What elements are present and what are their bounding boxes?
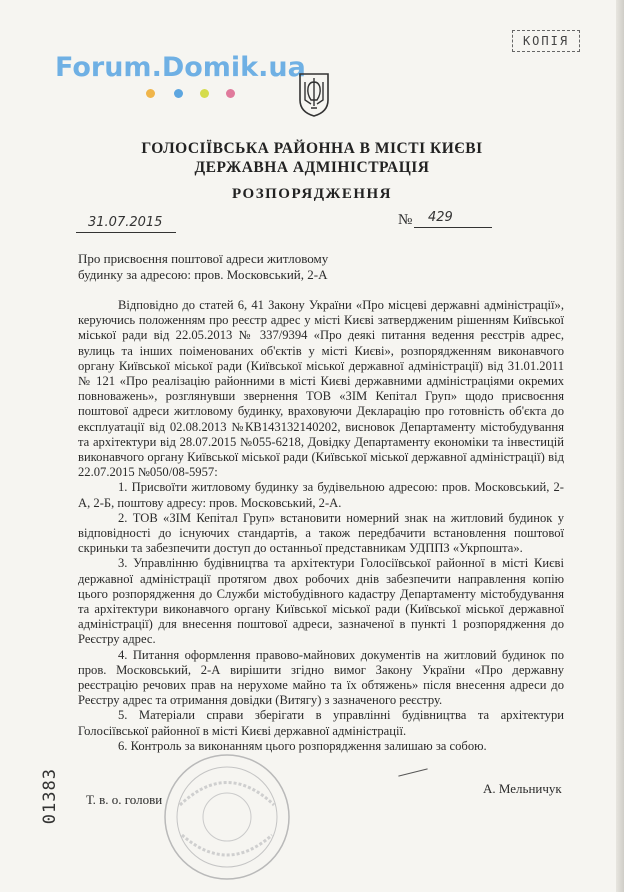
body-item: 3. Управлінню будівництва та архітектури Голосіївської районної в місті Києві державної адміністрації протягом двох робочих днів забезпечити направлення копію цього розпорядження до Служби містобудівного кадастру Департаменту містобудування та архітектури виконавчого органу Київської міської ради (Київської міської державної адміністрації) для внесення поштової адреси, зазначеної в пункті 1 розпорядження до Реєстру адрес. (78, 556, 564, 647)
org-name-line2: ДЕРЖАВНА АДМІНІСТРАЦІЯ (194, 159, 430, 176)
body-item: 1. Присвоїти житловому будинку за будівельною адресою: пров. Московський, 2-А, 2-Б, поштову адресу: пров. Московський, 2-А. (78, 480, 564, 510)
watermark-dot (200, 89, 209, 98)
watermark-dot (146, 89, 155, 98)
document-number: 429 (428, 210, 453, 225)
document-date: 31.07.2015 (88, 215, 163, 230)
signatory-position: Т. в. о. голови (86, 792, 163, 807)
document-body (78, 298, 564, 754)
subject-block (78, 251, 398, 283)
number-label: № (398, 212, 413, 228)
number-underline (414, 227, 492, 228)
org-name-line1: ГОЛОСІЇВСЬКА РАЙОННА В МІСТІ КИЄВІ (141, 140, 483, 157)
body-item: 2. ТОВ «ЗІМ Кепітал Груп» встановити номерний знак на житловий будинок у відповідності до існуючих стандартів, а також передбачити встановлення поштової скриньки та забезпечити доступ до останньої представникам УДППЗ «Укрпошта». (78, 510, 564, 556)
official-seal (160, 750, 295, 885)
copy-stamp: КОПІЯ (512, 30, 580, 52)
body-intro: Відповідно до статей 6, 41 Закону України «Про місцеві державні адміністрації», керуючись положенням про реєстр адрес у місті Києві затвердженим рішенням Київської міської ради від 22.05.2013 № 337/9394 «Про деякі питання ведення реєстрів адрес, вулиць та інших поіменованих об'єктів у місті Києві», розпорядженням виконавчого органу Київської міської ради (Київської міської державної адміністрації) від 31.01.2011 № 121 «Про реалізацію районними в місті Києві державними адміністраціями окремих повноважень», розглянувши звернення ТОВ «ЗІМ Кепітал Груп» щодо присвоєння поштової адреси житловому будинку, враховуючи Декларацію про готовність об'єкта до експлуатації від 02.08.2013 №КВ143132140202, висновок Департаменту містобудування та архітектури від 28.07.2015 №055-6218, Довідку Департаменту економіки та інвестицій виконавчого органу Київської міської ради (Київської міської державної адміністрації) від 22.07.2015 №050/08-5957: (78, 298, 564, 480)
watermark-logo: Forum.Domik.ua (55, 52, 306, 83)
watermark-dot (226, 89, 235, 98)
body-item: 5. Матеріали справи зберігати в управлінні будівництва та архітектури Голосіївської районної в місті Києві державної адміністрації. (78, 708, 564, 738)
date-underline (76, 232, 176, 233)
subject-line: Про присвоєння поштової адреси житловому (78, 251, 329, 266)
page-edge (616, 0, 624, 892)
subject-line: будинку за адресою: пров. Московський, 2-А (78, 267, 328, 282)
trident-icon (297, 70, 331, 118)
body-item: 4. Питання оформлення правово-майнових документів на житловий будинок по пров. Московський, 2-А вирішити згідно вимог Закону України «Про державну реєстрацію речових прав на нерухоме майно та їх обтяжень» після внесення адреси до Реєстру адрес та отримання довідки (Витягу) з зазначеного реєстру. (78, 647, 564, 708)
watermark-dot (174, 89, 183, 98)
signatory-name: А. Мельничук (483, 781, 562, 796)
document-title: РОЗПОРЯДЖЕННЯ (231, 186, 393, 202)
registration-number: 01383 (40, 768, 60, 825)
body-item: 6. Контроль за виконанням цього розпорядження залишаю за собою. (118, 738, 487, 753)
